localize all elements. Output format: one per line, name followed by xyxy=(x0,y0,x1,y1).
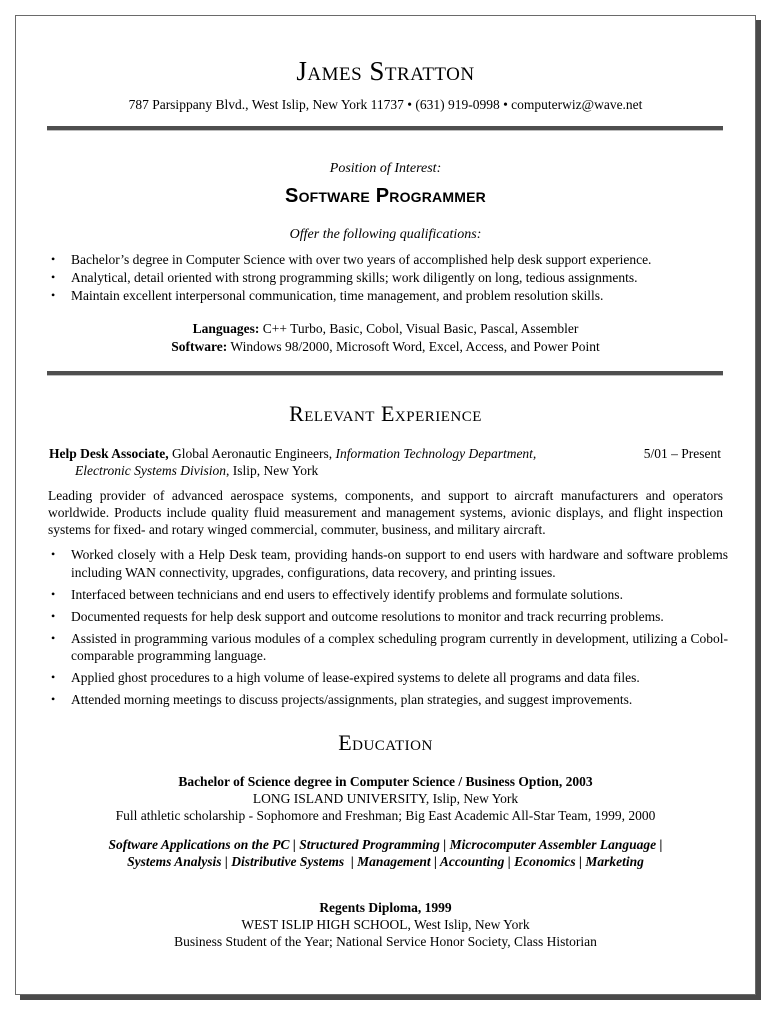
list-item: • Bachelor’s degree in Computer Science with over two years of accomplished help desk support experience. xyxy=(51,252,652,267)
bullet-icon: • xyxy=(51,608,56,623)
list-item: • Analytical, detail oriented with strong programming skills; work diligently on long, tedious assignments. xyxy=(51,270,638,285)
list-item: • Attended morning meetings to discuss projects/assignments, plan strategies, and suggest improvements. xyxy=(51,692,633,707)
coursework-line: Software Applications on the PC | Structured Programming | Microcomputer Assembler Language | xyxy=(108,837,663,852)
education-heading: Education xyxy=(338,730,433,755)
list-item: • Maintain excellent interpersonal communication, time management, and problem resolution skills. xyxy=(51,288,604,303)
bullet-icon: • xyxy=(51,586,56,601)
list-item: • Documented requests for help desk support and outcome resolutions to monitor and track recurring problems. xyxy=(51,608,664,624)
bullet-icon: • xyxy=(51,547,56,561)
bullet-icon: • xyxy=(51,692,56,706)
qualifications-list xyxy=(48,251,728,305)
job-header xyxy=(49,445,719,479)
job-location: , Islip, New York xyxy=(225,463,319,478)
high-school: WEST ISLIP HIGH SCHOOL, West Islip, New York xyxy=(241,917,530,932)
job-title: Help Desk Associate, xyxy=(49,446,169,461)
diploma-title: Regents Diploma, 1999 xyxy=(319,900,452,915)
experience-heading: Relevant Experience xyxy=(289,401,482,426)
degree-title: Bachelor of Science degree in Computer Science / Business Option, 2003 xyxy=(178,774,593,789)
qualifications-label: Offer the following qualifications: xyxy=(289,227,482,242)
position-title: Software Programmer xyxy=(285,185,486,207)
header-divider xyxy=(47,126,723,131)
bullet-icon: • xyxy=(51,252,56,266)
objective-divider xyxy=(47,371,723,376)
languages-line: Languages: C++ Turbo, Basic, Cobol, Visual Basic, Pascal, Assembler xyxy=(192,321,579,336)
contact-info: 787 Parsippany Blvd., West Islip, New York 11737 • (631) 919-0998 • computerwiz@wave.net xyxy=(128,97,643,112)
degree-block xyxy=(16,773,755,824)
bullet-icon: • xyxy=(51,288,56,302)
resume-page xyxy=(15,15,756,995)
list-item: • Worked closely with a Help Desk team, providing hands-on support to end users with hardware and software problems including WAN connectivity, upgrades, configurations, data recovery, and printing issues. xyxy=(51,547,728,580)
university-honors: Full athletic scholarship - Sophomore and Freshman; Big East Academic All-Star Team, 1999, 2000 xyxy=(115,808,656,823)
department: Information Technology Department, xyxy=(335,446,537,461)
job-dates: 5/01 – Present xyxy=(643,446,721,461)
candidate-name: James Stratton xyxy=(296,56,475,86)
division: Electronic Systems Division xyxy=(75,463,226,478)
high-school-block xyxy=(16,899,755,950)
high-school-honors: Business Student of the Year; National Service Honor Society, Class Historian xyxy=(174,934,597,949)
duties-list xyxy=(48,546,728,713)
list-item: • Assisted in programming various modules of a complex scheduling program currently in development, utilizing a Cobol-comparable programming language. xyxy=(51,630,728,663)
bullet-icon: • xyxy=(51,670,56,684)
employer: Global Aeronautic Engineers, xyxy=(168,446,336,461)
list-item: • Applied ghost procedures to a high volume of lease-expired systems to delete all programs and data files. xyxy=(51,670,640,685)
coursework-line: Systems Analysis | Distributive Systems | Management | Accounting | Economics | Marketing xyxy=(127,854,644,869)
company-description: Leading provider of advanced aerospace systems, components, and support to aircraft manufacturers and operators worldwide. Products include quality fluid measurement and management systems, avionic displays, and flight inspection systems for fixed- and rotary winged commercial, commuter, business, and military aircraft. xyxy=(48,488,723,537)
skills-block xyxy=(16,320,755,355)
coursework xyxy=(16,836,755,870)
list-item: • Interfaced between technicians and end users to effectively identify problems and formulate solutions. xyxy=(51,586,623,602)
software-line: Software: Windows 98/2000, Microsoft Word, Excel, Access, and Power Point xyxy=(171,338,600,354)
university: LONG ISLAND UNIVERSITY, Islip, New York xyxy=(252,791,519,806)
bullet-icon: • xyxy=(51,270,56,284)
position-label: Position of Interest: xyxy=(329,161,442,176)
bullet-icon: • xyxy=(51,630,56,645)
